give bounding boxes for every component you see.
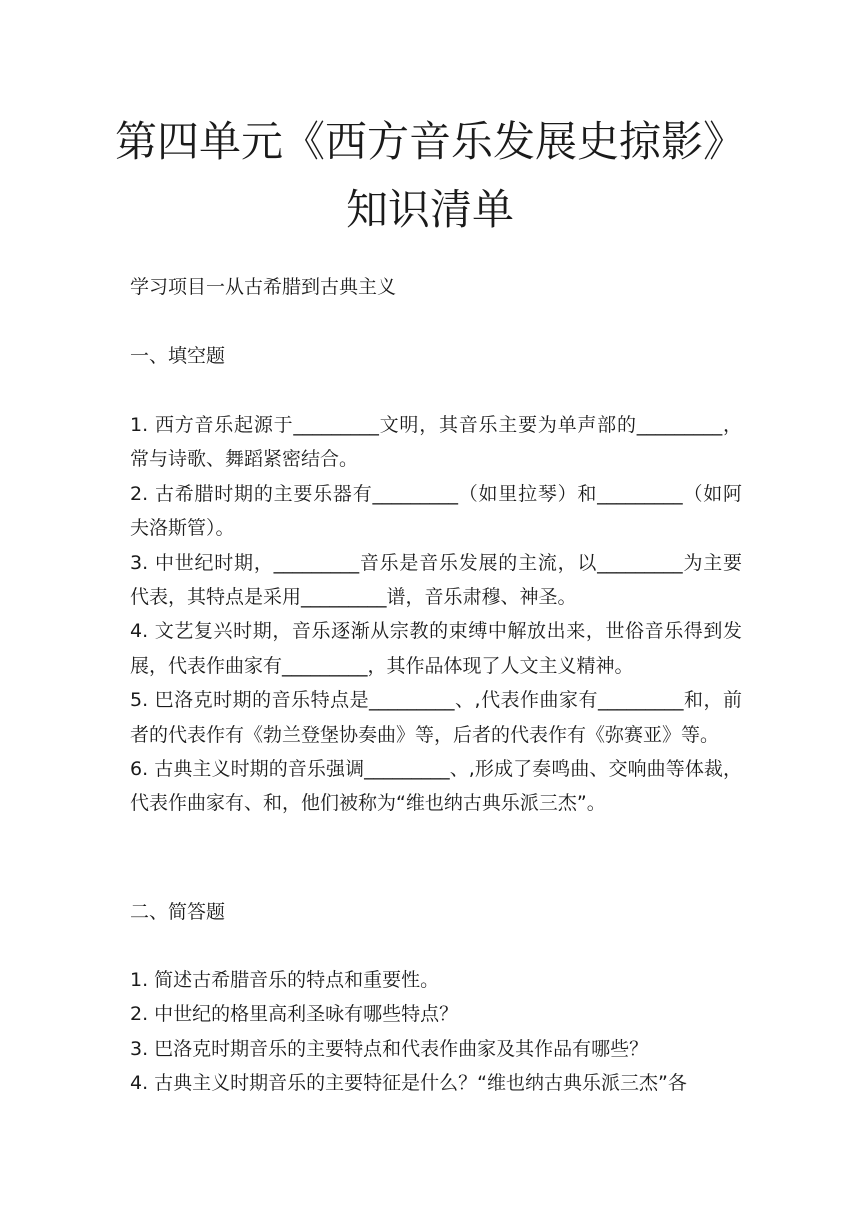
short-answer-item: 2. 中世纪的格里高利圣咏有哪些特点？	[130, 1003, 459, 1026]
fill-blank-item: 3. 中世纪时期，_________音乐是音乐发展的主流，以_________为主要代表，其特点是采用_________谱，音乐肃穆、神圣。	[130, 551, 742, 609]
short-answer-list	[130, 963, 742, 1101]
fill-blank-item: 1. 西方音乐起源于_________文明，其音乐主要为单声部的_________，常与诗歌、舞蹈紧密结合。	[130, 414, 742, 471]
fill-blank-item: 2. 古希腊时期的主要乐器有_________（如里拉琴）和_________（如阿夫洛斯管）。	[130, 482, 742, 540]
fill-blank-item: 5. 巴洛克时期的音乐特点是_________、,代表作曲家有_________和，前者的代表作有《勃兰登堡协奏曲》等，后者的代表作有《弥赛亚》等。	[130, 689, 742, 746]
fill-blank-item: 4. 文艺复兴时期，音乐逐渐从宗教的束缚中解放出来，世俗音乐得到发展，代表作曲家有_________，其作品体现了人文主义精神。	[130, 620, 742, 677]
short-answer-item: 3. 巴洛克时期音乐的主要特点和代表作曲家及其作品有哪些？	[130, 1037, 649, 1060]
fill-blank-list	[130, 408, 742, 821]
short-answer-heading: 二、简答题	[130, 901, 226, 923]
document-title: 第四单元《西方音乐发展史掠影》知识清单	[114, 117, 745, 234]
short-answer-item: 1. 简述古希腊音乐的特点和重要性。	[130, 969, 440, 991]
fill-blank-item: 6. 古典主义时期的音乐强调_________、,形成了奏鸣曲、交响曲等体裁，代表作曲家有、和，他们被称为“维也纳古典乐派三杰”。	[130, 758, 742, 815]
fill-blank-heading: 一、填空题	[130, 345, 226, 367]
project-heading: 学习项目一从古希腊到古典主义	[130, 276, 397, 298]
short-answer-item: 4. 古典主义时期音乐的主要特征是什么？“维也纳古典乐派三杰”各	[130, 1072, 687, 1095]
